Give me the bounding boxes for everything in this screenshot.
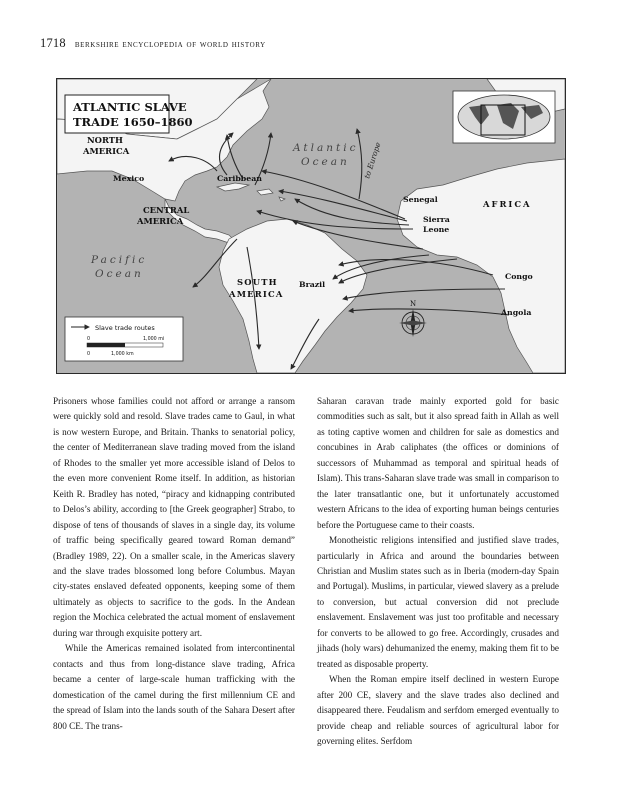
right-paragraph-3: When the Roman empire itself declined in western Europe after 200 CE, slavery and the slave trades also declined and disappeared there. Feudalism and serfdom emerged eventually to provide cheap and reliable sources of agricultural labor for governing elites. Serfdom: [317, 674, 559, 746]
book-title: berkshire encyclopedia of world history: [74, 39, 266, 50]
running-header: [40, 36, 580, 51]
inset-globe: [453, 91, 555, 143]
label-south-america-2: AMERICA: [229, 289, 284, 299]
ocean-atlantic-label-1: Atlantic: [293, 142, 359, 154]
compass-n-label: N: [410, 300, 417, 308]
label-senegal: Senegal: [403, 195, 438, 204]
label-sierra-leone-1: Sierra: [423, 215, 450, 224]
label-south-america-1: SOUTH: [237, 277, 278, 287]
legend-label: Slave trade routes: [95, 324, 155, 332]
label-congo: Congo: [505, 272, 533, 281]
label-caribbean: Caribbean: [217, 174, 262, 183]
map-graphic: [57, 79, 565, 373]
map-title-line1: ATLANTIC SLAVE: [73, 100, 187, 114]
right-paragraph-1: Saharan caravan trade mainly exported gold for basic commodities such as salt, but it also spread faith in Allah as well as toting captive women and children for sale as domestics and concubines in Arab caliphates (the offices or dominions of successors of Muhammad as temporal and spiritual heads of Islam). This trans-Saharan slave trade was small in comparison to the later transatlantic one, but it unfortunately accustomed western Africans to the idea of exporting human beings centuries before the Portuguese came to their coasts.: [317, 396, 559, 530]
label-angola: Angola: [501, 308, 532, 317]
map-legend: [65, 317, 183, 361]
label-central-america-1: CENTRAL: [143, 205, 190, 215]
left-paragraph-1: Prisoners whose families could not afford or arrange a ransom were quickly sold and resold. Slave trades came to Gaul, in what is now western Europe, and Britain. Thanks to senatorial policy, the center of Mediterranean slave trading moved from the island of Rhodes to the smaller yet more accessible island of Delos to the even more convenient Rome itself. In addition, as historian Keith R. Bradley has noted, “piracy and kidnapping contributed to Delos’s ability, according to [the Greek geographer] Strabo, to dispose of tens of thousands of slaves in a single day, its volume of traffic being specifically geared toward Roman demand” (Bradley 1989, 22). On a smaller scale, in the Americas slavery and the slave trades blossomed long before Columbus. Mayan city-states enslaved defeated opponents, keeping some of them ultimately as objects to sacrifice to the gods. In the Andean region the Mochica celebrated the actual moment of enslavement during war through exquisite pottery art.: [53, 396, 295, 638]
slave-trade-map: [56, 78, 566, 374]
label-to-europe: to Europe: [362, 141, 383, 180]
label-mexico: Mexico: [113, 174, 145, 183]
scale-mi-label: 1,000 mi: [143, 337, 165, 342]
body-column-left: [53, 394, 295, 734]
label-north-america-2: AMERICA: [83, 146, 130, 156]
ocean-pacific-label-1: Pacific: [91, 254, 148, 266]
scale-km-zero: 0: [87, 352, 91, 357]
label-sierra-leone-2: Leone: [423, 225, 450, 234]
body-column-right: [317, 394, 559, 749]
scale-mi-zero: 0: [87, 337, 91, 342]
page-number: 1718: [40, 36, 66, 50]
label-brazil: Brazil: [299, 280, 326, 289]
label-north-america-1: NORTH: [87, 135, 123, 145]
left-paragraph-2: While the Americas remained isolated from intercontinental contacts and thus from long-distance slave trading, Africa became a center of large-scale human trafficking with the domestication of the camel during the first millennium CE and the spread of Islam into the lands south of the Sahara Desert after 800 CE. The trans-: [53, 643, 295, 731]
label-africa: AFRICA: [483, 199, 532, 209]
ocean-atlantic-label-2: Ocean: [301, 156, 350, 168]
scale-km-label: 1,000 km: [111, 352, 134, 357]
right-paragraph-2: Monotheistic religions intensified and justified slave trades, particularly in Africa and around the boundaries between Christian and Muslim states such as in Iberia (modern-day Spain and Portugal). Muslims, in particular, viewed slavery as a prelude to conversion, but actual conversion did not preclude enslavement. Enslavement was just too profitable and necessary for converts to be allowed to go free. Accordingly, crusades and jihads (holy wars) dehumanized the enemy, making them fit to be treated as disposable property.: [317, 535, 559, 669]
ocean-pacific-label-2: Ocean: [95, 268, 144, 280]
label-central-america-2: AMERICA: [137, 216, 184, 226]
map-title-line2: TRADE 1650–1860: [73, 115, 193, 129]
